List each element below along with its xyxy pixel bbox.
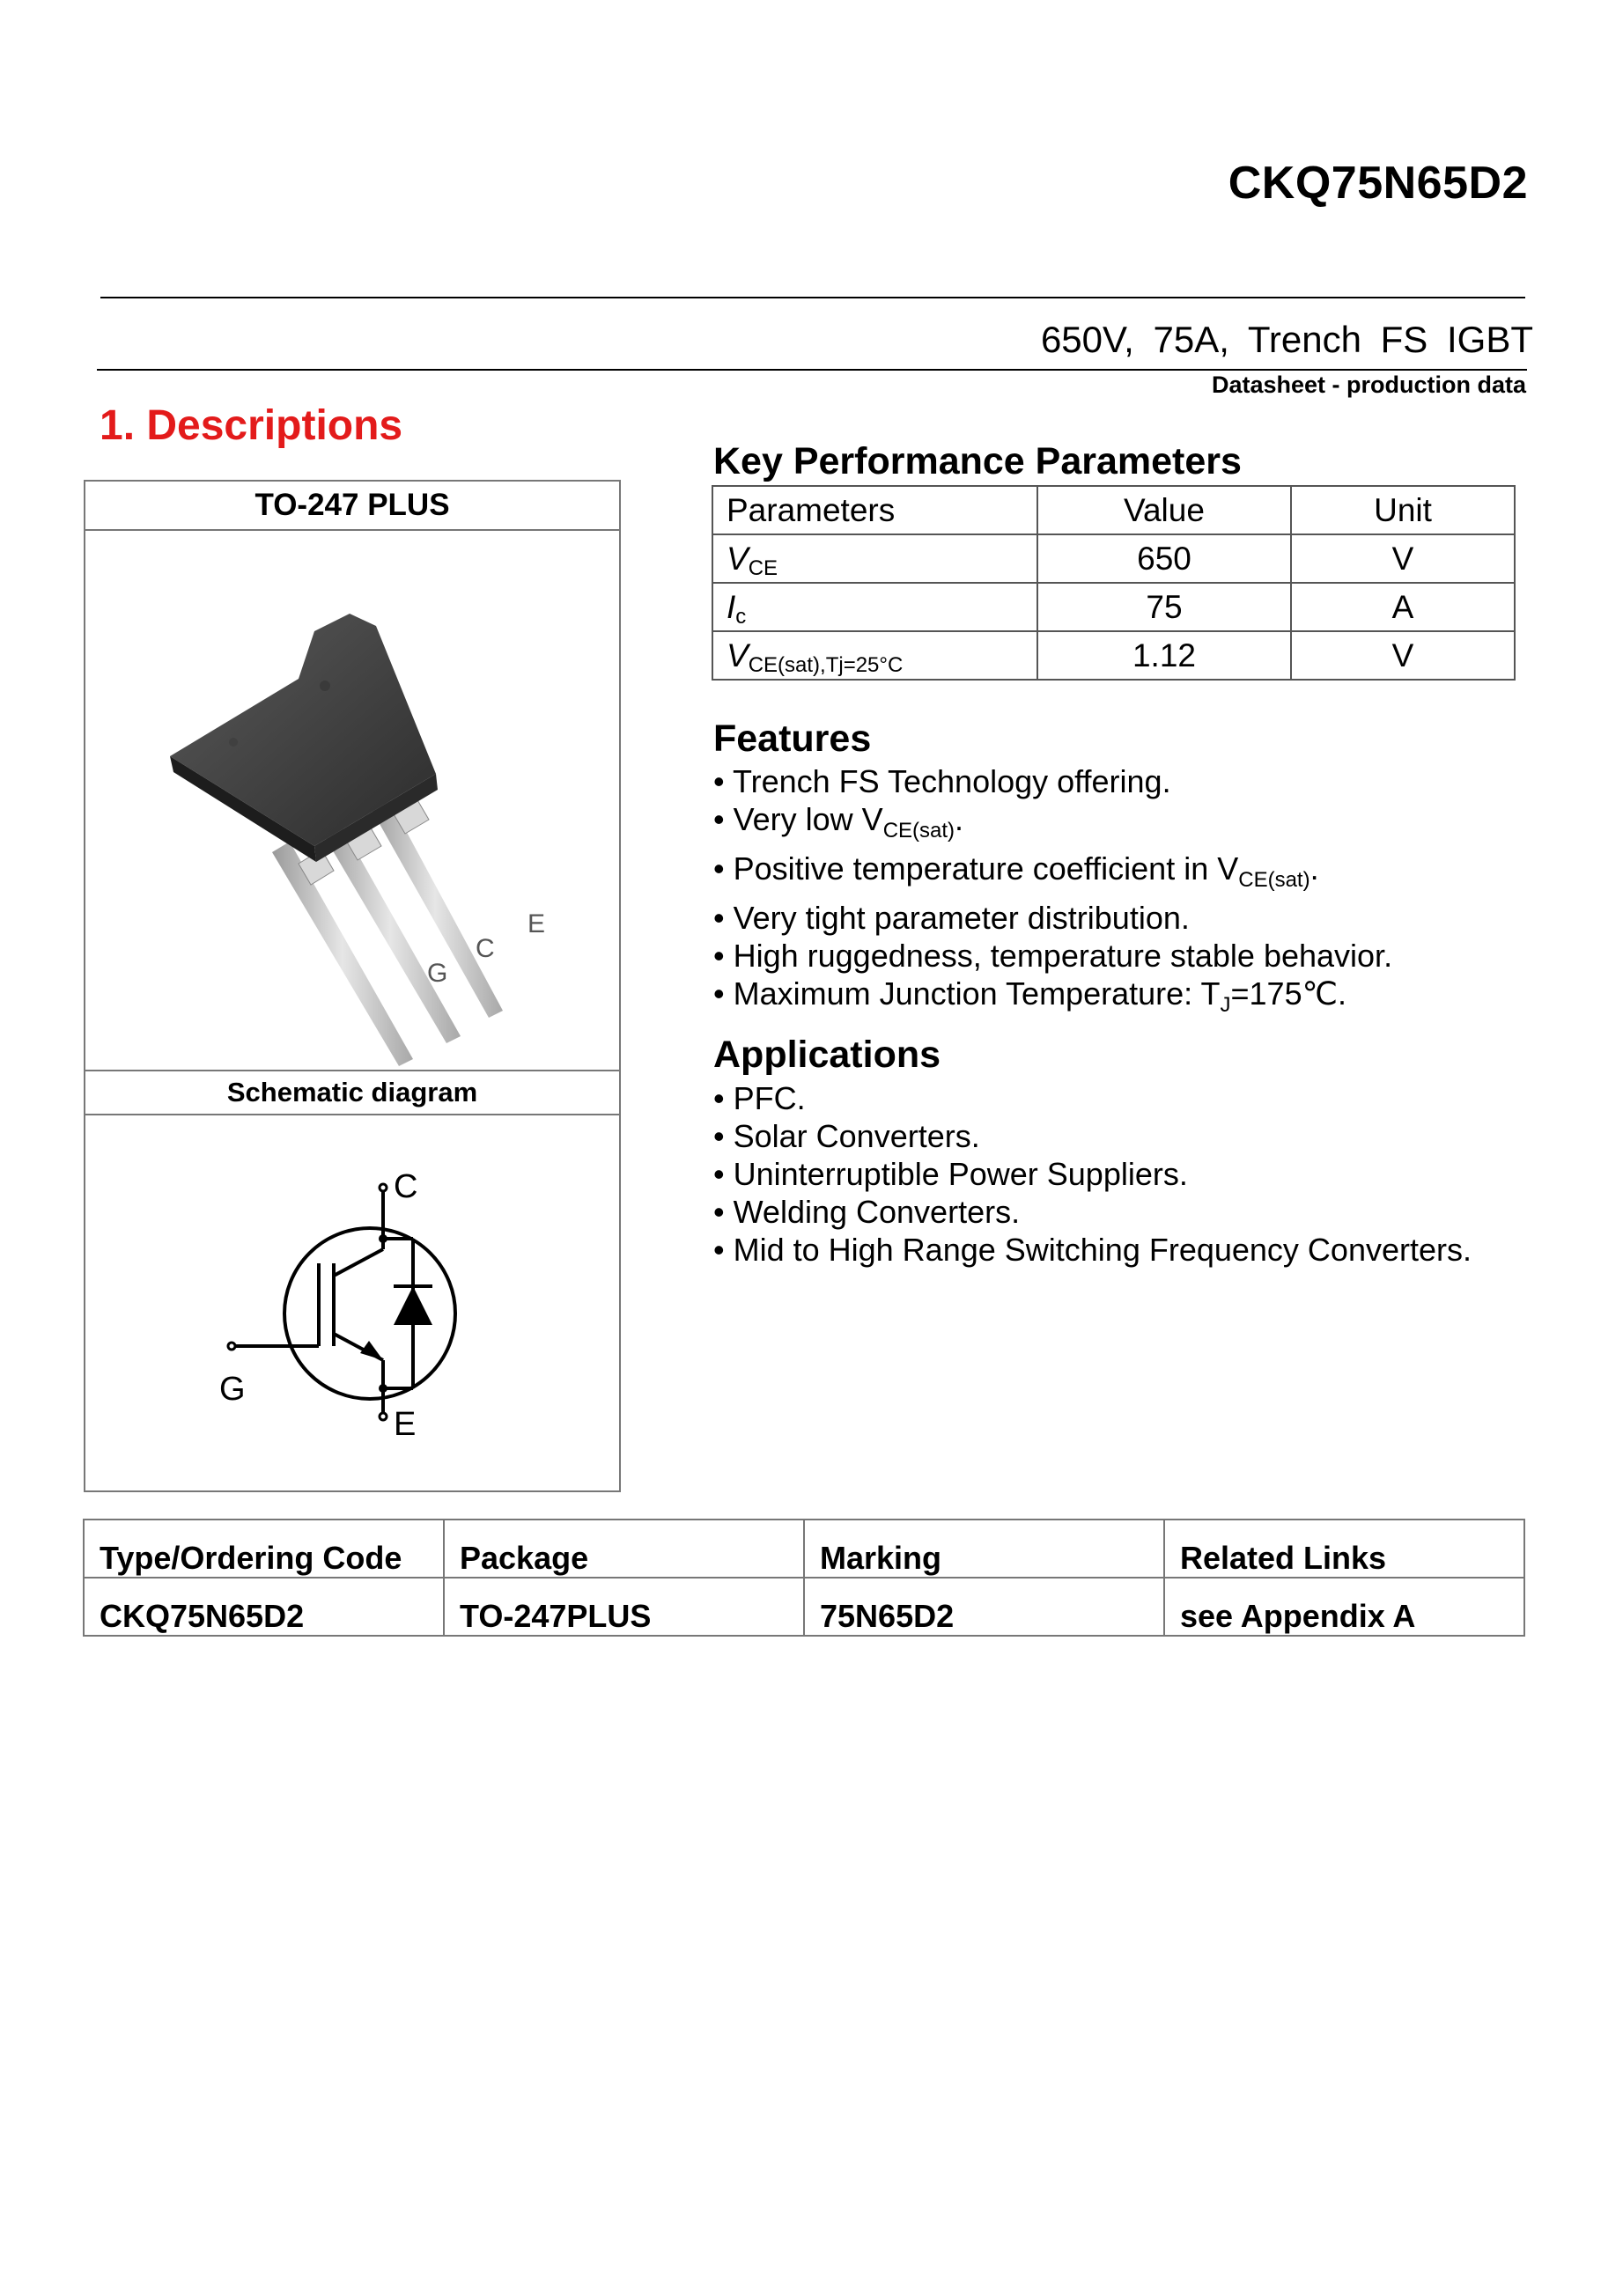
package-photo <box>85 529 619 1070</box>
schematic-label-g: G <box>219 1371 246 1408</box>
features-title: Features <box>713 718 872 760</box>
applications-list <box>713 1079 1472 1269</box>
list-item: • Welding Converters. <box>713 1194 1021 1230</box>
pin-label-c: C <box>476 934 495 963</box>
header-rule-top <box>100 297 1525 298</box>
list-item: • Very tight parameter distribution. <box>713 900 1190 937</box>
ordering-table <box>83 1519 1525 1637</box>
list-item: • Mid to High Range Switching Frequency Converters. <box>713 1232 1472 1268</box>
header-value: Value <box>1037 486 1291 534</box>
schematic-title: Schematic diagram <box>85 1070 619 1115</box>
schematic-diagram <box>85 1115 619 1490</box>
table-row <box>712 534 1515 583</box>
param-symbol: Ic <box>712 583 1037 631</box>
param-symbol: VCE <box>712 534 1037 583</box>
list-item: • Positive temperature coefficient in $V_{CE(sat)}$. <box>713 850 1319 893</box>
header-unit: Unit <box>1291 486 1515 534</box>
features-list <box>713 762 1392 1025</box>
param-unit: V <box>1291 631 1515 680</box>
igbt-schematic-symbol <box>85 1115 619 1490</box>
param-value: 75 <box>1037 583 1291 631</box>
table-header-row <box>712 486 1515 534</box>
part-number: CKQ75N65D2 <box>1228 158 1528 209</box>
table-header-row <box>84 1520 1524 1578</box>
param-value: 1.12 <box>1037 631 1291 680</box>
list-item: • PFC. <box>713 1080 806 1116</box>
param-value: 650 <box>1037 534 1291 583</box>
pin-label-g: G <box>427 959 448 988</box>
header-rule-bottom <box>97 369 1527 371</box>
param-symbol: VCE(sat),Tj=25°C <box>712 631 1037 680</box>
table-row <box>712 583 1515 631</box>
table-row <box>84 1578 1524 1636</box>
key-params-title: Key Performance Parameters <box>713 440 1242 482</box>
list-item: • High ruggedness, temperature stable behavior. <box>713 938 1393 975</box>
related-links-value[interactable]: see Appendix A <box>1164 1578 1524 1636</box>
schematic-label-c: C <box>394 1168 418 1205</box>
package-value: TO-247PLUS <box>444 1578 804 1636</box>
header-parameters: Parameters <box>712 486 1037 534</box>
param-unit: A <box>1291 583 1515 631</box>
key-params-table <box>712 485 1516 681</box>
list-item: • Solar Converters. <box>713 1118 980 1154</box>
header-marking: Marking <box>804 1520 1164 1578</box>
header-package: Package <box>444 1520 804 1578</box>
datasheet-label: Datasheet - production data <box>1211 372 1526 398</box>
schematic-label-e: E <box>394 1406 417 1443</box>
header-related-links: Related Links <box>1164 1520 1524 1578</box>
ordering-code: CKQ75N65D2 <box>84 1578 444 1636</box>
header-ordering-code: Type/Ordering Code <box>84 1520 444 1578</box>
package-box <box>84 480 621 1492</box>
list-item: • Uninterruptible Power Suppliers. <box>713 1156 1188 1192</box>
table-row <box>712 631 1515 680</box>
pin-label-e: E <box>527 909 546 938</box>
to247-package-illustration <box>85 529 619 1070</box>
param-unit: V <box>1291 534 1515 583</box>
list-item: • Maximum Junction Temperature: $T_J=175℃$. <box>713 975 1347 1018</box>
section-heading: 1. Descriptions <box>100 402 403 449</box>
applications-title: Applications <box>713 1034 941 1076</box>
list-item: • Trench FS Technology offering. <box>713 763 1171 799</box>
package-title: TO-247 PLUS <box>85 482 619 531</box>
device-subtitle: 650V, 75A, Trench FS IGBT <box>1040 319 1533 360</box>
list-item: • Very low $V_{CE(sat)}$. <box>713 801 964 843</box>
marking-value: 75N65D2 <box>804 1578 1164 1636</box>
